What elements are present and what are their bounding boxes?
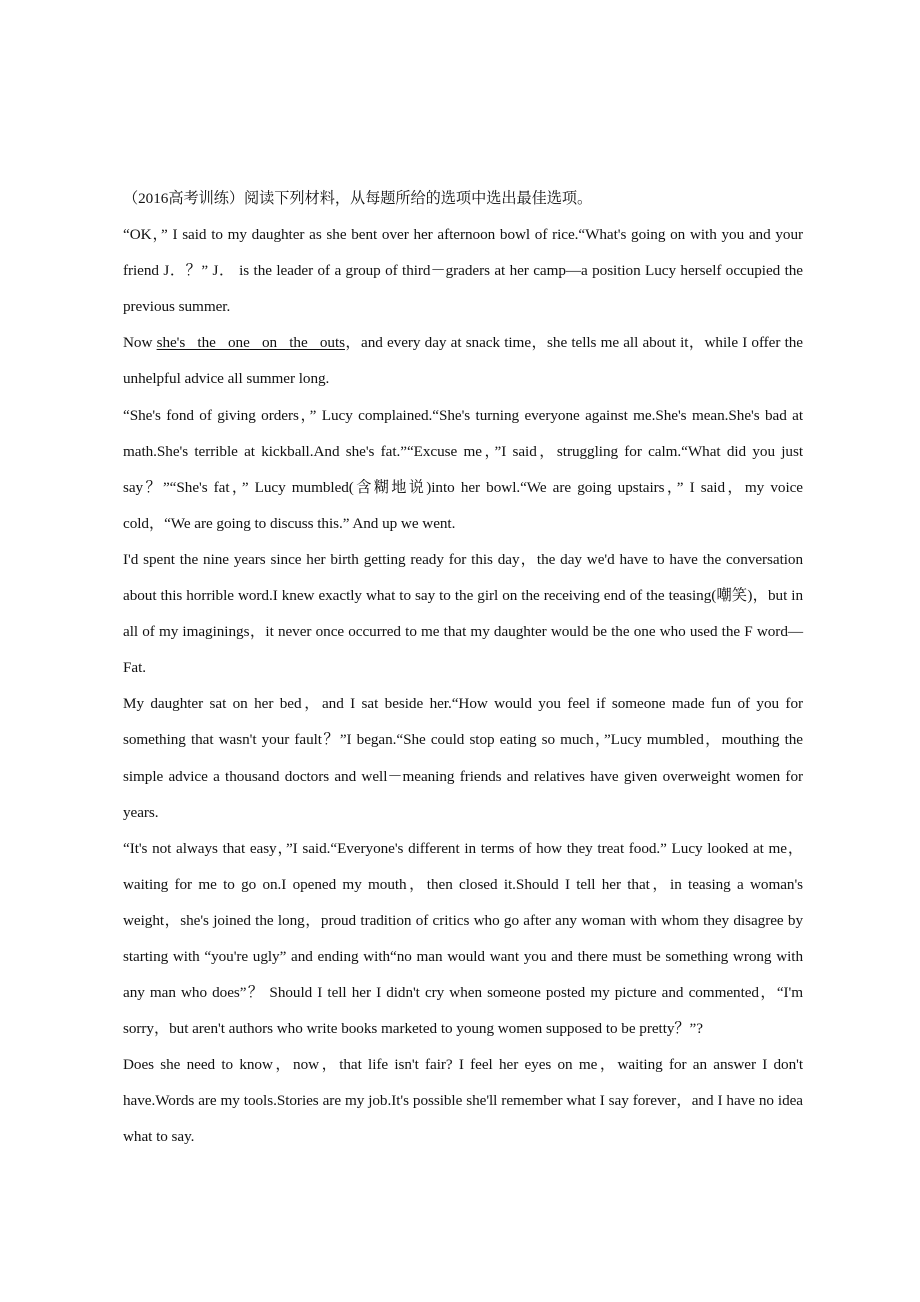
paragraph-6: “It's not always that easy，”I said.“Everyone's different in terms of how they treat food.” Lucy looked at me，waiting for me to go on.I opened my mouth，then closed it.Should I tell her that，in teasing a woman's weight，she's joined the long，proud tradition of critics who go after any woman with whom they disagree by starting with “you're ugly” and ending with“no man would want you and there must be something wrong with any man who does”？ Should I tell her I didn't cry when someone posted my picture and commented，“I'm sorry，but aren't authors who write books marketed to young women supposed to be pretty？”? [123,839,803,1038]
paragraph-2-rest: ，and every day at snack time，she tells me all about it，while I offer the unhelpful advice all summer long. [123,334,803,388]
paragraph-3: “She's fond of giving orders，” Lucy complained.“She's turning everyone against me.She's mean.She's bad at math.She's terrible at kickball.And she's fat.”“Excuse me，”I said，struggling for calm.“What did you just say？”“She's fat，” Lucy mumbled(含糊地说)into her bowl.“We are going upstairs，” I said，my voice cold，“We are going to discuss this.” And up we went. [123,406,803,532]
document-body [123,181,803,1156]
exercise-heading: （2016高考训练）阅读下列材料，从每题所给的选项中选出最佳选项。 [123,190,593,207]
paragraph-5: My daughter sat on her bed，and I sat beside her.“How would you feel if someone made fun of you for something that wasn't your fault？”I began.“She could stop eating so much，”Lucy mumbled，mouthing the simple advice a thousand doctors and well－meaning friends and relatives have given overweight women for years. [123,695,803,821]
paragraph-2 [123,325,803,397]
paragraph-1: “OK，” I said to my daughter as she bent over her afternoon bowl of rice.“What's going on with you and your friend J．？” J． is the leader of a group of third－graders at her camp—a position Lucy herself occupied the previous summer. [123,226,803,316]
paragraph-2-lead: Now [123,334,157,352]
paragraph-7: Does she need to know，now，that life isn't fair? I feel her eyes on me，waiting for an answer I don't have.Words are my tools.Stories are my job.It's possible she'll remember what I say forever，and I have no idea what to say. [123,1056,803,1146]
underlined-phrase: she's the one on the outs [156,334,345,352]
paragraph-4: I'd spent the nine years since her birth getting ready for this day，the day we'd have to have the conversation about this horrible word.I knew exactly what to say to the girl on the receiving end of the teasing(嘲笑)，but in all of my imaginings，it never once occurred to me that my daughter would be the one who used the F word—Fat. [123,550,803,677]
